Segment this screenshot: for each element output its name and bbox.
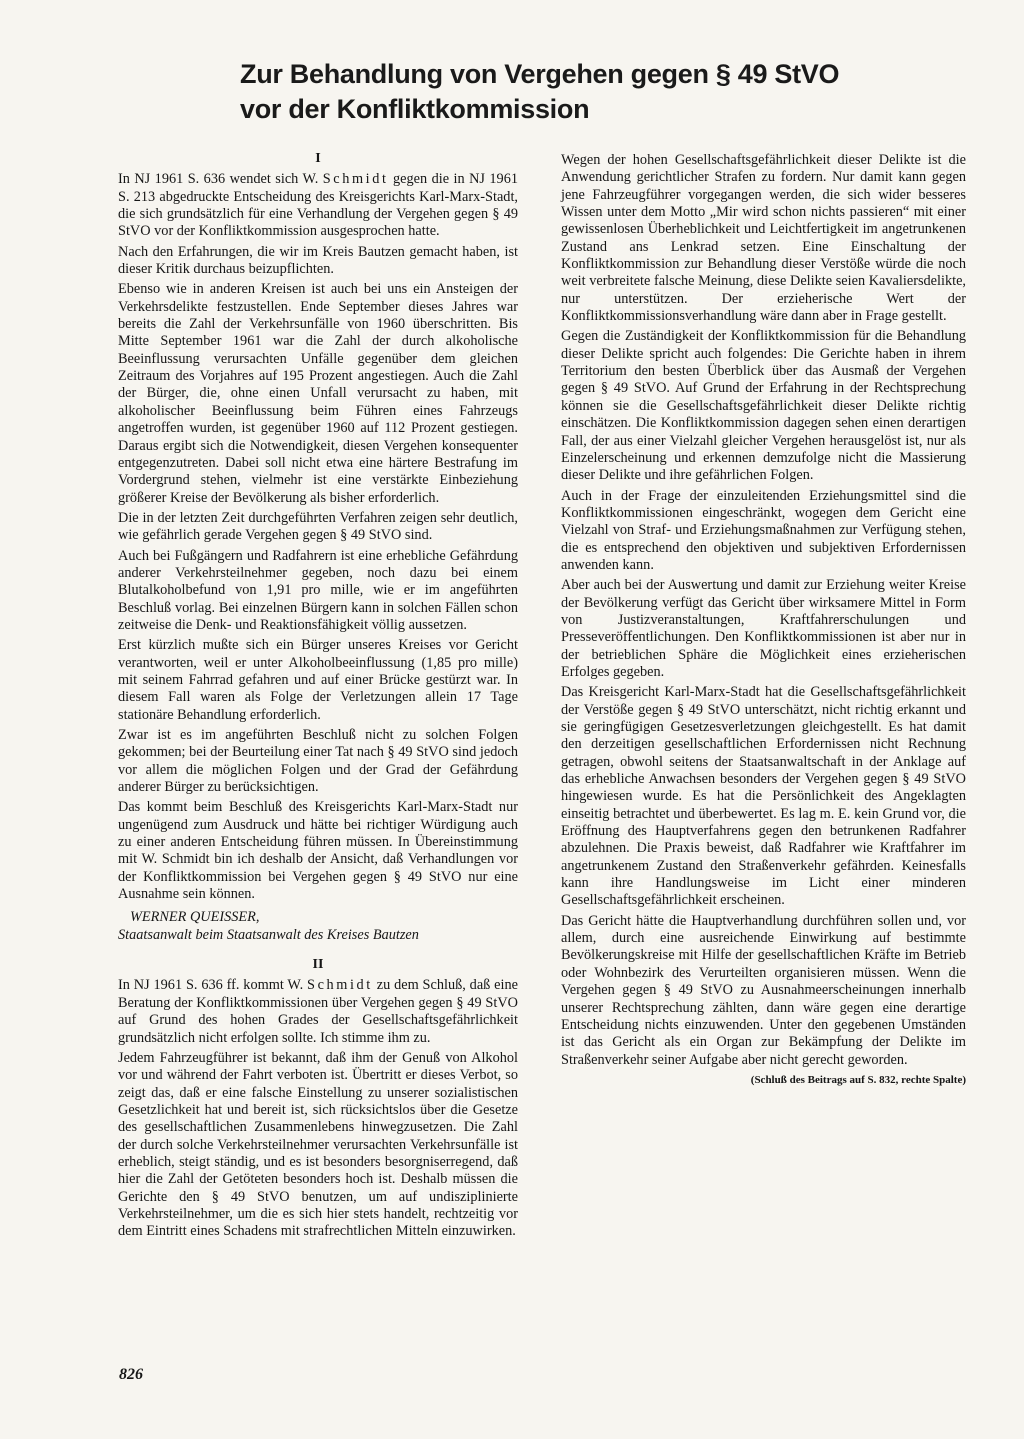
paragraph-text: In NJ 1961 S. 636 wendet sich W. xyxy=(118,171,323,188)
article-title xyxy=(240,57,940,127)
title-line-2: vor der Konfliktkommission xyxy=(240,94,590,124)
author-name-spaced: Schmidt xyxy=(307,977,373,994)
section-heading-2: II xyxy=(312,957,324,973)
paragraph: Jedem Fahrzeugführer ist bekannt, daß ihm der Genuß von Alkohol vor und während der Fahrt verboten ist. Übertritt er dieses Verbot, so zeigt das, daß er eine falsche Einstellung zu unserer sozialistischen Gesetzlichkeit hat und bereit ist, sich rücksichtslos über die Gesetze des gesellschaftlichen Zusammenlebens hinwegzusetzen. Die Zahl der durch solche Verkehrsteilnehmer verursachten Verkehrsunfälle ist erheblich, steigt ständig, und es ist besonders besorgniserregend, daß hier die Zahl der Getöteten besonders hoch ist. Deshalb müssen die Gerichte den § 49 StVO benutzen, um auf undisziplinierte Verkehrsteilnehmer, um die es sich hier stets handelt, rechtzeitig vor dem Eintritt eines Schadens mit strafrechtlichen Mitteln einzuwirken. xyxy=(118,1049,518,1240)
continuation-note: (Schluß des Beitrags auf S. 832, rechte Spalte) xyxy=(750,1073,966,1086)
paragraph: Das Gericht hätte die Hauptverhandlung durchführen sollen und, vor allem, durch eine ausreichende Einwirkung auf bestimmte Bevölkerungskreise mit Hilfe der gesellschaftlichen Kräfte im Betrieb oder Wohnbezirk des Verurteilten organisieren müssen. Wenn die Vergehen gegen § 49 StVO zu Ausnahmeerscheinungen innerhalb unserer Rechtsprechung zählten, dann wäre gegen eine derartige Entscheidung nichts einzuwenden. Unter den gegebenen Umständen ist das Gericht als ein Organ zur Bekämpfung der Delikte im Straßenverkehr seiner Aufgabe aber nicht gerecht geworden. xyxy=(561,912,966,1068)
paragraph: Wegen der hohen Gesellschaftsgefährlichkeit dieser Delikte ist die Anwendung gerichtlicher Strafen zu fordern. Nur damit kann gegen jene Fahrzeugführer vorgegangen werden, die sich wider besseres Wissen unter dem Motto „Mir wird schon nichts passieren“ mit einer gewissenlosen Überheblichkeit und Leichtfertigkeit im angetrunkenen Zustand ans Lenkrad setzen. Eine Einschaltung der Konfliktkommission zur Behandlung dieser Verstöße würde die noch weit verbreitete falsche Meinung, diese Delikte seien Kavaliersdelikte, nur unterstützen. Der erzieherische Wert der Konfliktkommissionsverhandlung wäre dann aber in Frage gestellt. xyxy=(561,152,966,325)
paragraph: Auch bei Fußgängern und Radfahrern ist eine erhebliche Gefährdung anderer Verkehrsteilnehmer gegeben, noch dazu bei einem Blutalkoholbefund von 1,91 pro mille, wie er im angeführten Beschluß vorlag. Bei einzelnen Bürgern kann in solchen Fällen schon zeitweise die Denk- und Reaktionsfähigkeit völlig aussetzen. xyxy=(118,547,518,633)
paragraph: Das kommt beim Beschluß des Kreisgerichts Karl-Marx-Stadt nur ungenügend zum Ausdruck und hätte bei richtiger Würdigung auch zu einer anderen Entscheidung führen müssen. In Übereinstimmung mit W. Schmidt bin ich deshalb der Ansicht, daß Verhandlungen vor der Konfliktkommission bei Vergehen gegen § 49 StVO nur eine Ausnahme sein können. xyxy=(118,799,518,903)
title-line-1: Zur Behandlung von Vergehen gegen § 49 StVO xyxy=(240,59,840,89)
signature-name: WERNER QUEISSER, xyxy=(130,909,260,926)
signature xyxy=(118,909,518,944)
paragraph: Gegen die Zuständigkeit der Konfliktkommission für die Behandlung dieser Delikte spricht auch folgendes: Die Gerichte haben in ihrem Territorium den besten Überblick über das Ausmaß der Vergehen gegen § 49 StVO. Auf Grund der Erfahrung in der Rechtsprechung können sie die Gesellschaftsgefährlichkeit dieser Delikte richtig einschätzen. Die Konfliktkommission dagegen sehen einen derartigen Fall, der aus einer Vielzahl gleicher Vergehen herausgelöst ist, nur als Einzelerscheinung und erkennen demzufolge nicht die Massierung dieser Delikte und ihre gefährlichen Folgen. xyxy=(561,328,966,484)
right-column xyxy=(561,152,966,1089)
paragraph: Nach den Erfahrungen, die wir im Kreis Bautzen gemacht haben, ist dieser Kritik durchaus beizupflichten. xyxy=(118,243,518,278)
paragraph-text: zu dem Schluß, daß eine Beratung der Konfliktkommissionen über Vergehen gegen § 49 StVO auf Grund des hohen Grades der Gesellschaftsgefährlichkeit grundsätzlich nicht erfolgen sollte. Ich stimme ihm zu. xyxy=(118,977,518,1046)
paragraph-text: gegen die in NJ 1961 S. 213 abgedruckte Entscheidung des Kreisgerichts Karl-Marx-Stadt, die sich grundsätzlich für eine Verhandlung der Vergehen gegen § 49 StVO vor der Konfliktkommission ausgesprochen hatte. xyxy=(118,171,518,240)
paragraph: Das Kreisgericht Karl-Marx-Stadt hat die Gesellschaftsgefährlichkeit der Verstöße gegen § 49 StVO unterschätzt, nicht richtig erkannt und sie geringfügigen Gesetzesverletzungen gleichgestellt. Es hat damit den derzeitigen gesellschaftlichen Erfordernissen nicht Rechnung getragen, obwohl seitens der Staatsanwaltschaft in der Anklage auf das erhebliche Anwachsen besonders der Vergehen gegen § 49 StVO hingewiesen wurde. Es hat die Persönlichkeit des Angeklagten einseitig betrachtet und überbewertet. Es lag m. E. kein Grund vor, die Eröffnung des Hauptverfahrens gegen den betrunkenen Radfahrer abzulehnen. Die Praxis beweist, daß Radfahrer wie Kraftfahrer im angetrunkenem Zustand den Straßenverkehr gefährden. Keinesfalls kann ihre Handlungsweise im Licht einer minderen Gesellschaftsgefährlichkeit erscheinen. xyxy=(561,684,966,909)
left-column xyxy=(118,150,518,1244)
paragraph: Auch in der Frage der einzuleitenden Erziehungsmittel sind die Konfliktkommissionen eingeschränkt, wogegen dem Gericht eine Vielzahl von Straf- und Erziehungsmaßnahmen zur Verfügung stehen, die es entsprechend den objektiven und subjektiven Erfordernissen anwenden kann. xyxy=(561,487,966,573)
section-heading-1: I xyxy=(315,151,321,166)
paragraph xyxy=(118,977,518,1046)
paragraph xyxy=(118,171,518,240)
signature-role: Staatsanwalt beim Staatsanwalt des Kreises Bautzen xyxy=(118,926,419,943)
paragraph: Erst kürzlich mußte sich ein Bürger unseres Kreises vor Gericht verantworten, weil er unter Alkoholbeeinflussung (1,85 pro mille) mit seinem Fahrrad gefahren und auf einer Brücke gestürzt war. In diesem Fall waren als Folge der Verletzungen allein 17 Tage stationäre Behandlung erforderlich. xyxy=(118,637,518,723)
paragraph: Ebenso wie in anderen Kreisen ist auch bei uns ein Ansteigen der Verkehrsdelikte festzustellen. Ende September dieses Jahres war bereits die Zahl der Verkehrsunfälle von 1960 überschritten. Bis Mitte September 1961 war die Zahl der durch alkoholische Beeinflussung verursachten Unfälle gegenüber dem gleichen Zeitraum des Vorjahres auf 195 Prozent angestiegen. Auch die Zahl der Bürger, die, ohne einen Unfall verursacht zu haben, mit alkoholischer Beeinflussung beim Führen eines Fahrzeugs angetroffen wurden, ist gegenüber 1960 auf 112 Prozent gestiegen. Daraus ergibt sich die Notwendigkeit, diesen Vergehen konsequenter entgegenzutreten. Dabei soll nicht etwa eine härtere Bestrafung im Vordergrund stehen, vielmehr ist eine verstärkte Einbeziehung größerer Kreise der Bevölkerung als bisher erforderlich. xyxy=(118,281,518,506)
paragraph: Zwar ist es im angeführten Beschluß nicht zu solchen Folgen gekommen; bei der Beurteilung einer Tat nach § 49 StVO sind jedoch vor allem die möglichen Folgen und der Grad der Gefährdung anderer Bürger zu berücksichtigen. xyxy=(118,727,518,796)
author-name-spaced: Schmidt xyxy=(322,171,389,188)
paragraph: Aber auch bei der Auswertung und damit zur Erziehung weiter Kreise der Bevölkerung verfügt das Gericht über wirksamere Mittel in Form von Justizveranstaltungen, Kraftfahrerschulungen und Presseveröffentlichungen. Den Konfliktkommissionen ist aber nur in der betrieblichen Sphäre die Möglichkeit eines erzieherischen Erfolges gegeben. xyxy=(561,577,966,680)
page-number: 826 xyxy=(119,1366,143,1383)
paragraph: Die in der letzten Zeit durchgeführten Verfahren zeigen sehr deutlich, wie gefährlich gerade Vergehen gegen § 49 StVO sind. xyxy=(118,509,518,544)
paragraph-text: In NJ 1961 S. 636 ff. kommt W. xyxy=(118,977,308,994)
